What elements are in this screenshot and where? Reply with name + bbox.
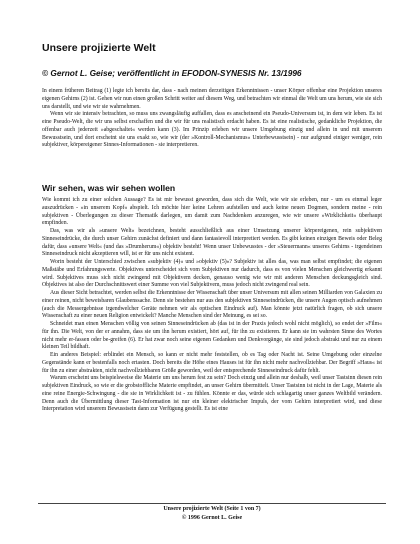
intro-section — [42, 88, 382, 150]
paragraph: Wenn wir sie intensiv betrachten, so muss uns zwangsläufig auffallen, dass es anscheinend ein Pseudo-Universum ist, in dem wir leben. Es ist eine Pseudo-Welt, die wir uns selbst erschaffen und die wir für uns realistisch erdacht haben. Es ist eine realistische, gedankliche Projektion, die offenbar auch jederzeit »abgeschaltet« werden kann (3). Im Prinzip erleben wir unsere Umgebung einzig und allein in und mit unserem Bewusstsein, und dort erscheint sie uns exakt so, wie wir (der »Kontroll-Mechanismus« Unterbewusstsein) - nur aufgrund einiger weniger, rein subjektiver, körpereigener Sinnes-Informationen - sie interpretieren. — [42, 111, 382, 149]
paragraph: Das, was wir als »unsere Welt« bezeichnen, besteht ausschließlich aus einer Umsetzung unserer körpereigenen, rein subjektiven Sinneseindrücke, die durch unser Gehirn zunächst definiert und dann fantasievoll interpretiert werden. Es gibt keinen einzigen Beweis oder Beleg dafür, dass »unsere Welt« (und das »Drumherum«) objektiv besteht! Wenn unser Unbewusstes - der »Steuermann« unseres Gehirns - irgendeinen Sinneseindruck nicht akzeptieren will, ist er für uns nicht existent. — [42, 228, 382, 258]
page-footer — [42, 503, 382, 523]
paragraph: Worin besteht der Unterschied zwischen »subjektiv (4)« und »objektiv (5)«? Subjektiv ist alles das, was man selbst empfindet; die eigenen Maßstäbe und Erfahrungswerte. Objektives unterscheidet sich vom Subjektiven nur dadurch, dass es von vielen Menschen gleichwertig erkannt wird. Subjektives muss sich nicht zwingend mit Objektivem decken, genauso wenig wie wir mit anderen Menschen deckungsgleich sind. Objektives ist also der Durchschnittswert einer Summe von viel Subjektivem, muss jedoch nicht zwingend real sein. — [42, 259, 382, 289]
body-section — [42, 197, 382, 414]
paragraph: Ein anderes Beispiel: erblindet ein Mensch, so kann er nicht mehr feststellen, ob es Tag oder Nacht ist. Seine Umgebung oder einzelne Gegenstände kann er bestenfalls noch ertasten. Doch bereits die Höhe eines Hauses ist für ihn nicht mehr nachvollziehbar. Der Begriff »Haus« ist für ihn zu einer abstrakten, nicht nachvollziehbaren Größe geworden, weil der entsprechende Sinneseindruck dafür fehlt. — [42, 352, 382, 374]
paragraph: In einem früheren Beitrag (1) legte ich bereits dar, dass - nach meinen derzeitigen Erkenntnissen - unser Körper offenbar eine Projektion unseres eigenen Gehirns (2) ist. Gehen wir nun einen großen Schritt weiter auf diesem Weg, und betrachten wir einmal die Welt um uns herum, wie sie sich uns darstellt, und wie wir sie wahrnehmen. — [42, 88, 382, 110]
author-byline: © Gernot L. Geise; veröffentlicht in EFODON-SYNESIS Nr. 13/1996 — [42, 68, 302, 78]
footer-page-info: Unsere projizierte Welt (Seite 1 von 7) — [163, 506, 261, 512]
paragraph: Schneidet man einen Menschen völlig von seinen Sinneseindrücken ab (das ist in der Praxis jedoch wohl nicht möglich), so endet der »Film« für ihn. Die Welt, von der er annahm, dass sie um ihn herum existiert, hört auf, für ihn zu existieren. Er kann sie im wahrsten Sinne des Wortes nicht mehr er-fassen oder be-greifen (6). Er hat zwar noch seine eigenen Gedanken und Denkvorgänge, sie sind jedoch abstrakt und nur zu einem kleinen Teil bildhaft. — [42, 321, 382, 351]
section-heading: Wir sehen, was wir sehen wollen — [42, 183, 176, 193]
paragraph: Warum erscheint uns beispielsweise die Materie um uns herum fest zu sein? Doch einzig und allein nur deshalb, weil unser Tastsinn diesen rein subjektiven Eindruck, so wie er die grobstoffliche Materie empfindet, an unser Gehirn übermittelt. Unser Tastsinn ist nicht in der Lage, Materie als eine reine Energie-Schwingung - die sie in Wirklichkeit ist - zu fühlen. Könnte er das, würde sich schlagartig unser ganzes Weltbild verändern. Denn auch die Übermittlung dieser Tast-Information ist nur ein kleiner elektrischer Impuls, der vom Gehirn interpretiert wird, und diese Interpretation wird unserem Bewusstsein dann zur Verfügung gestellt. Es ist eine — [42, 375, 382, 413]
page-title: Unsere projizierte Welt — [42, 42, 156, 54]
footer-copyright: © 1996 Gernot L. Geise — [181, 515, 243, 521]
paragraph: Aus dieser Sicht betrachtet, werden selbst die Erkenntnisse der Wissenschaft über unser Universum mit allen seinen Milliarden von Galaxien zu einer reinen, nicht beweisbaren Glaubenssache. Denn sie bestehen nur aus den subjektiven Sinneseindrücken, die unsere Augen optisch aufnehmen (auch die Messergebnisse irgendwelcher Geräte nehmen wir als optischen Eindruck auf). Man könnte jetzt natürlich fragen, ob sich unsere Wissenschaft zu einer neuen Religion entwickelt? Manche Menschen sind der Meinung, es sei so. — [42, 290, 382, 320]
paragraph: Wie kommt ich zu einer solchen Aussage? Es ist mir bewusst geworden, dass sich die Welt, wie wir sie erleben, nur - um es einmal leger auszudrücken - »in unserem Kopf« abspielt. Ich möchte hier keine Lehren aufstellen und auch keine neuen Dogmen, sondern meine - rein subjektiven - Überlegungen zu dieser Thematik darlegen, um damit zum Nachdenken anzuregen, wie wir unsere »Wirklichkeit« überhaupt empfinden. — [42, 197, 382, 227]
footer-divider — [38, 503, 386, 504]
